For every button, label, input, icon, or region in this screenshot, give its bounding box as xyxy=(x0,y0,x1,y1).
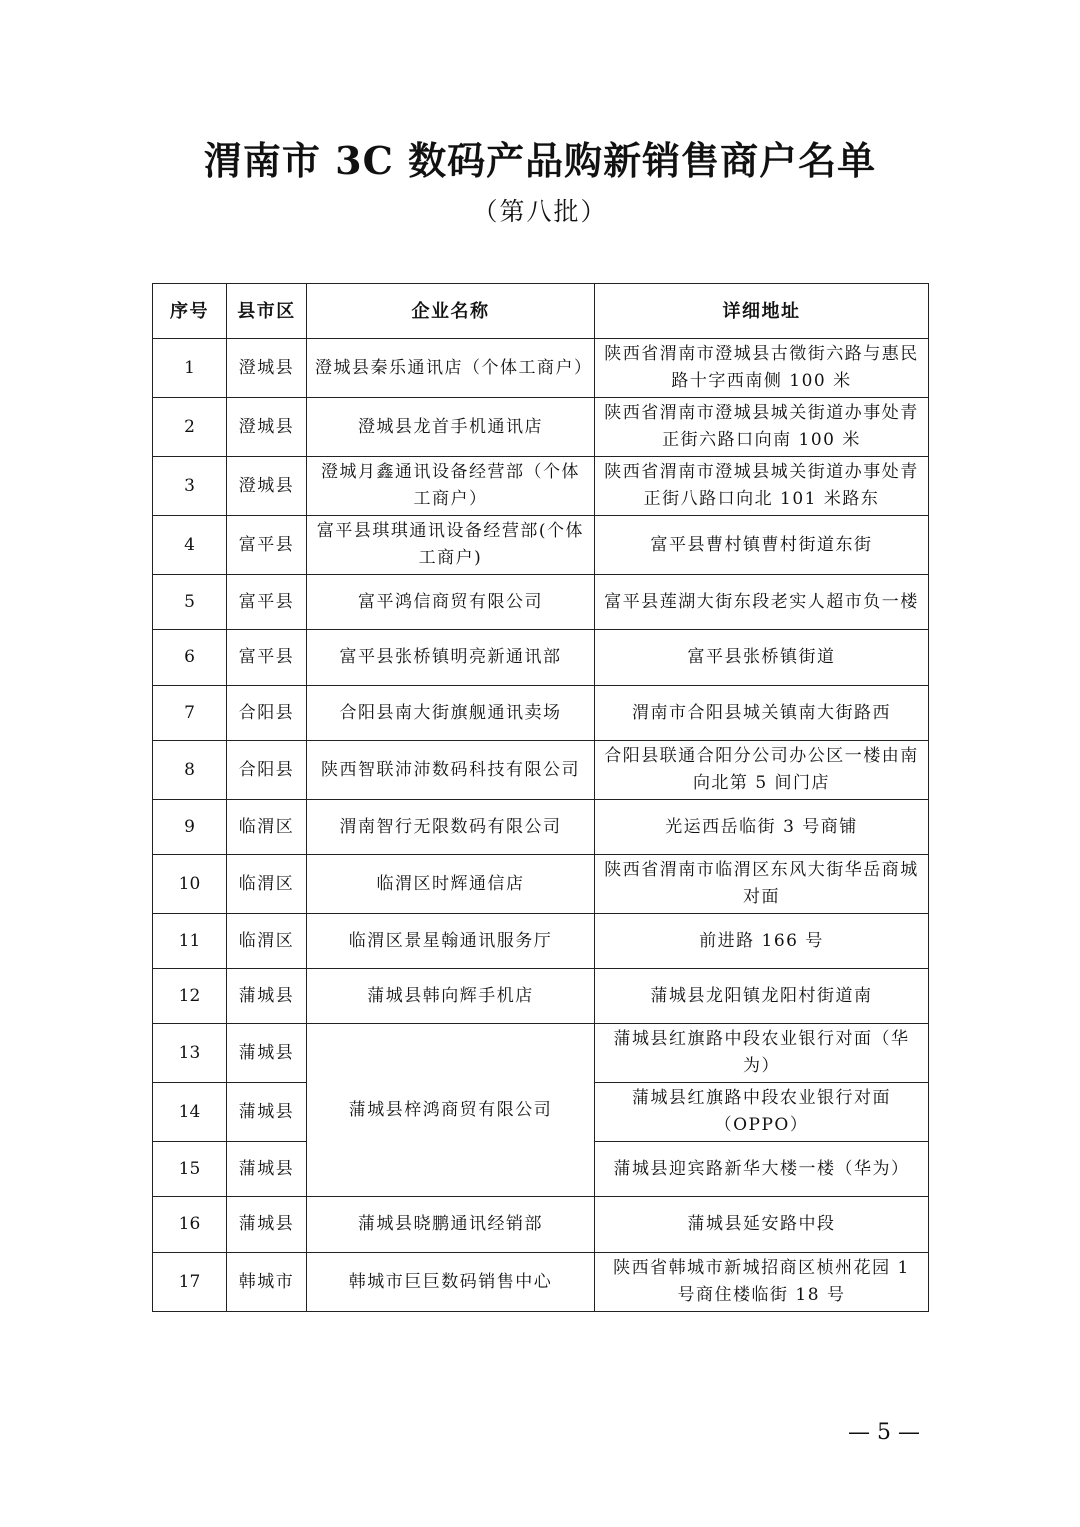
row-address: 蒲城县红旗路中段农业银行对面（华为） xyxy=(595,1024,929,1083)
header-company-name: 企业名称 xyxy=(307,284,595,339)
header-county: 县市区 xyxy=(227,284,307,339)
row-company-name: 富平县张桥镇明亮新通讯部 xyxy=(307,630,595,686)
table-row xyxy=(153,686,929,741)
row-company-name: 韩城市巨巨数码销售中心 xyxy=(307,1253,595,1312)
row-county: 临渭区 xyxy=(227,855,307,914)
row-address: 陕西省渭南市澄城县城关街道办事处青正街六路口向南 100 米 xyxy=(595,398,929,457)
row-company-name: 蒲城县韩向辉手机店 xyxy=(307,969,595,1024)
row-county: 蒲城县 xyxy=(227,1083,307,1142)
row-company-name: 富平鸿信商贸有限公司 xyxy=(307,575,595,630)
row-no: 2 xyxy=(153,398,227,457)
table-row xyxy=(153,741,929,800)
row-no: 15 xyxy=(153,1142,227,1197)
row-company-name: 澄城县秦乐通讯店（个体工商户） xyxy=(307,339,595,398)
row-no: 6 xyxy=(153,630,227,686)
page-number: — 5 — xyxy=(848,1420,920,1445)
row-no: 14 xyxy=(153,1083,227,1142)
row-address: 前进路 166 号 xyxy=(595,914,929,969)
row-no: 8 xyxy=(153,741,227,800)
table-row xyxy=(153,575,929,630)
row-no: 1 xyxy=(153,339,227,398)
row-no: 12 xyxy=(153,969,227,1024)
row-company-name: 蒲城县晓鹏通讯经销部 xyxy=(307,1197,595,1253)
row-county: 富平县 xyxy=(227,630,307,686)
row-address: 蒲城县迎宾路新华大楼一楼（华为） xyxy=(595,1142,929,1197)
row-no: 16 xyxy=(153,1197,227,1253)
row-company-name: 临渭区时辉通信店 xyxy=(307,855,595,914)
row-no: 13 xyxy=(153,1024,227,1083)
row-company-name: 富平县琪琪通讯设备经营部(个体工商户) xyxy=(307,516,595,575)
row-county: 富平县 xyxy=(227,575,307,630)
row-county: 蒲城县 xyxy=(227,1197,307,1253)
row-address: 蒲城县延安路中段 xyxy=(595,1197,929,1253)
row-no: 10 xyxy=(153,855,227,914)
row-company-name: 澄城县龙首手机通讯店 xyxy=(307,398,595,457)
row-address: 陕西省渭南市澄城县城关街道办事处青正街八路口向北 101 米路东 xyxy=(595,457,929,516)
document-title: 渭南市 3C 数码产品购新销售商户名单 xyxy=(203,138,877,183)
row-address: 陕西省韩城市新城招商区桢州花园 1 号商住楼临街 18 号 xyxy=(595,1253,929,1312)
row-no: 7 xyxy=(153,686,227,741)
table-row xyxy=(153,1024,929,1083)
row-county: 韩城市 xyxy=(227,1253,307,1312)
table-row xyxy=(153,398,929,457)
row-company-name: 渭南智行无限数码有限公司 xyxy=(307,800,595,855)
row-no: 9 xyxy=(153,800,227,855)
row-address: 富平县张桥镇街道 xyxy=(595,630,929,686)
row-county: 澄城县 xyxy=(227,339,307,398)
row-county: 富平县 xyxy=(227,516,307,575)
row-address: 陕西省渭南市临渭区东风大街华岳商城对面 xyxy=(595,855,929,914)
row-company-name: 澄城月鑫通讯设备经营部（个体工商户） xyxy=(307,457,595,516)
row-company-name: 临渭区景星翰通讯服务厅 xyxy=(307,914,595,969)
row-county: 临渭区 xyxy=(227,914,307,969)
table-header-row xyxy=(153,284,929,339)
row-county: 合阳县 xyxy=(227,686,307,741)
table-row xyxy=(153,800,929,855)
row-address: 蒲城县龙阳镇龙阳村街道南 xyxy=(595,969,929,1024)
table-row xyxy=(153,914,929,969)
table-row xyxy=(153,630,929,686)
row-county: 合阳县 xyxy=(227,741,307,800)
row-address: 渭南市合阳县城关镇南大街路西 xyxy=(595,686,929,741)
table-row xyxy=(153,1253,929,1312)
row-county: 澄城县 xyxy=(227,457,307,516)
merchant-table xyxy=(152,283,929,1312)
row-no: 17 xyxy=(153,1253,227,1312)
row-county: 澄城县 xyxy=(227,398,307,457)
row-address: 富平县莲湖大街东段老实人超市负一楼 xyxy=(595,575,929,630)
row-county: 蒲城县 xyxy=(227,1142,307,1197)
table-row xyxy=(153,339,929,398)
table-row xyxy=(153,516,929,575)
header-no: 序号 xyxy=(153,284,227,339)
table-row xyxy=(153,1197,929,1253)
row-county: 蒲城县 xyxy=(227,969,307,1024)
row-county: 蒲城县 xyxy=(227,1024,307,1083)
row-company-name: 陕西智联沛沛数码科技有限公司 xyxy=(307,741,595,800)
row-address: 光运西岳临街 3 号商铺 xyxy=(595,800,929,855)
table-row xyxy=(153,457,929,516)
row-address: 富平县曹村镇曹村街道东街 xyxy=(595,516,929,575)
row-address: 合阳县联通合阳分公司办公区一楼由南向北第 5 间门店 xyxy=(595,741,929,800)
row-address: 蒲城县红旗路中段农业银行对面（OPPO） xyxy=(595,1083,929,1142)
row-company-name: 蒲城县梓鸿商贸有限公司 xyxy=(307,1024,595,1197)
table-row xyxy=(153,855,929,914)
row-address: 陕西省渭南市澄城县古徵街六路与惠民路十字西南侧 100 米 xyxy=(595,339,929,398)
row-no: 5 xyxy=(153,575,227,630)
header-address: 详细地址 xyxy=(595,284,929,339)
row-no: 4 xyxy=(153,516,227,575)
row-no: 3 xyxy=(153,457,227,516)
batch-subtitle: （第八批） xyxy=(472,197,608,226)
row-company-name: 合阳县南大街旗舰通讯卖场 xyxy=(307,686,595,741)
row-no: 11 xyxy=(153,914,227,969)
row-county: 临渭区 xyxy=(227,800,307,855)
table-row xyxy=(153,969,929,1024)
